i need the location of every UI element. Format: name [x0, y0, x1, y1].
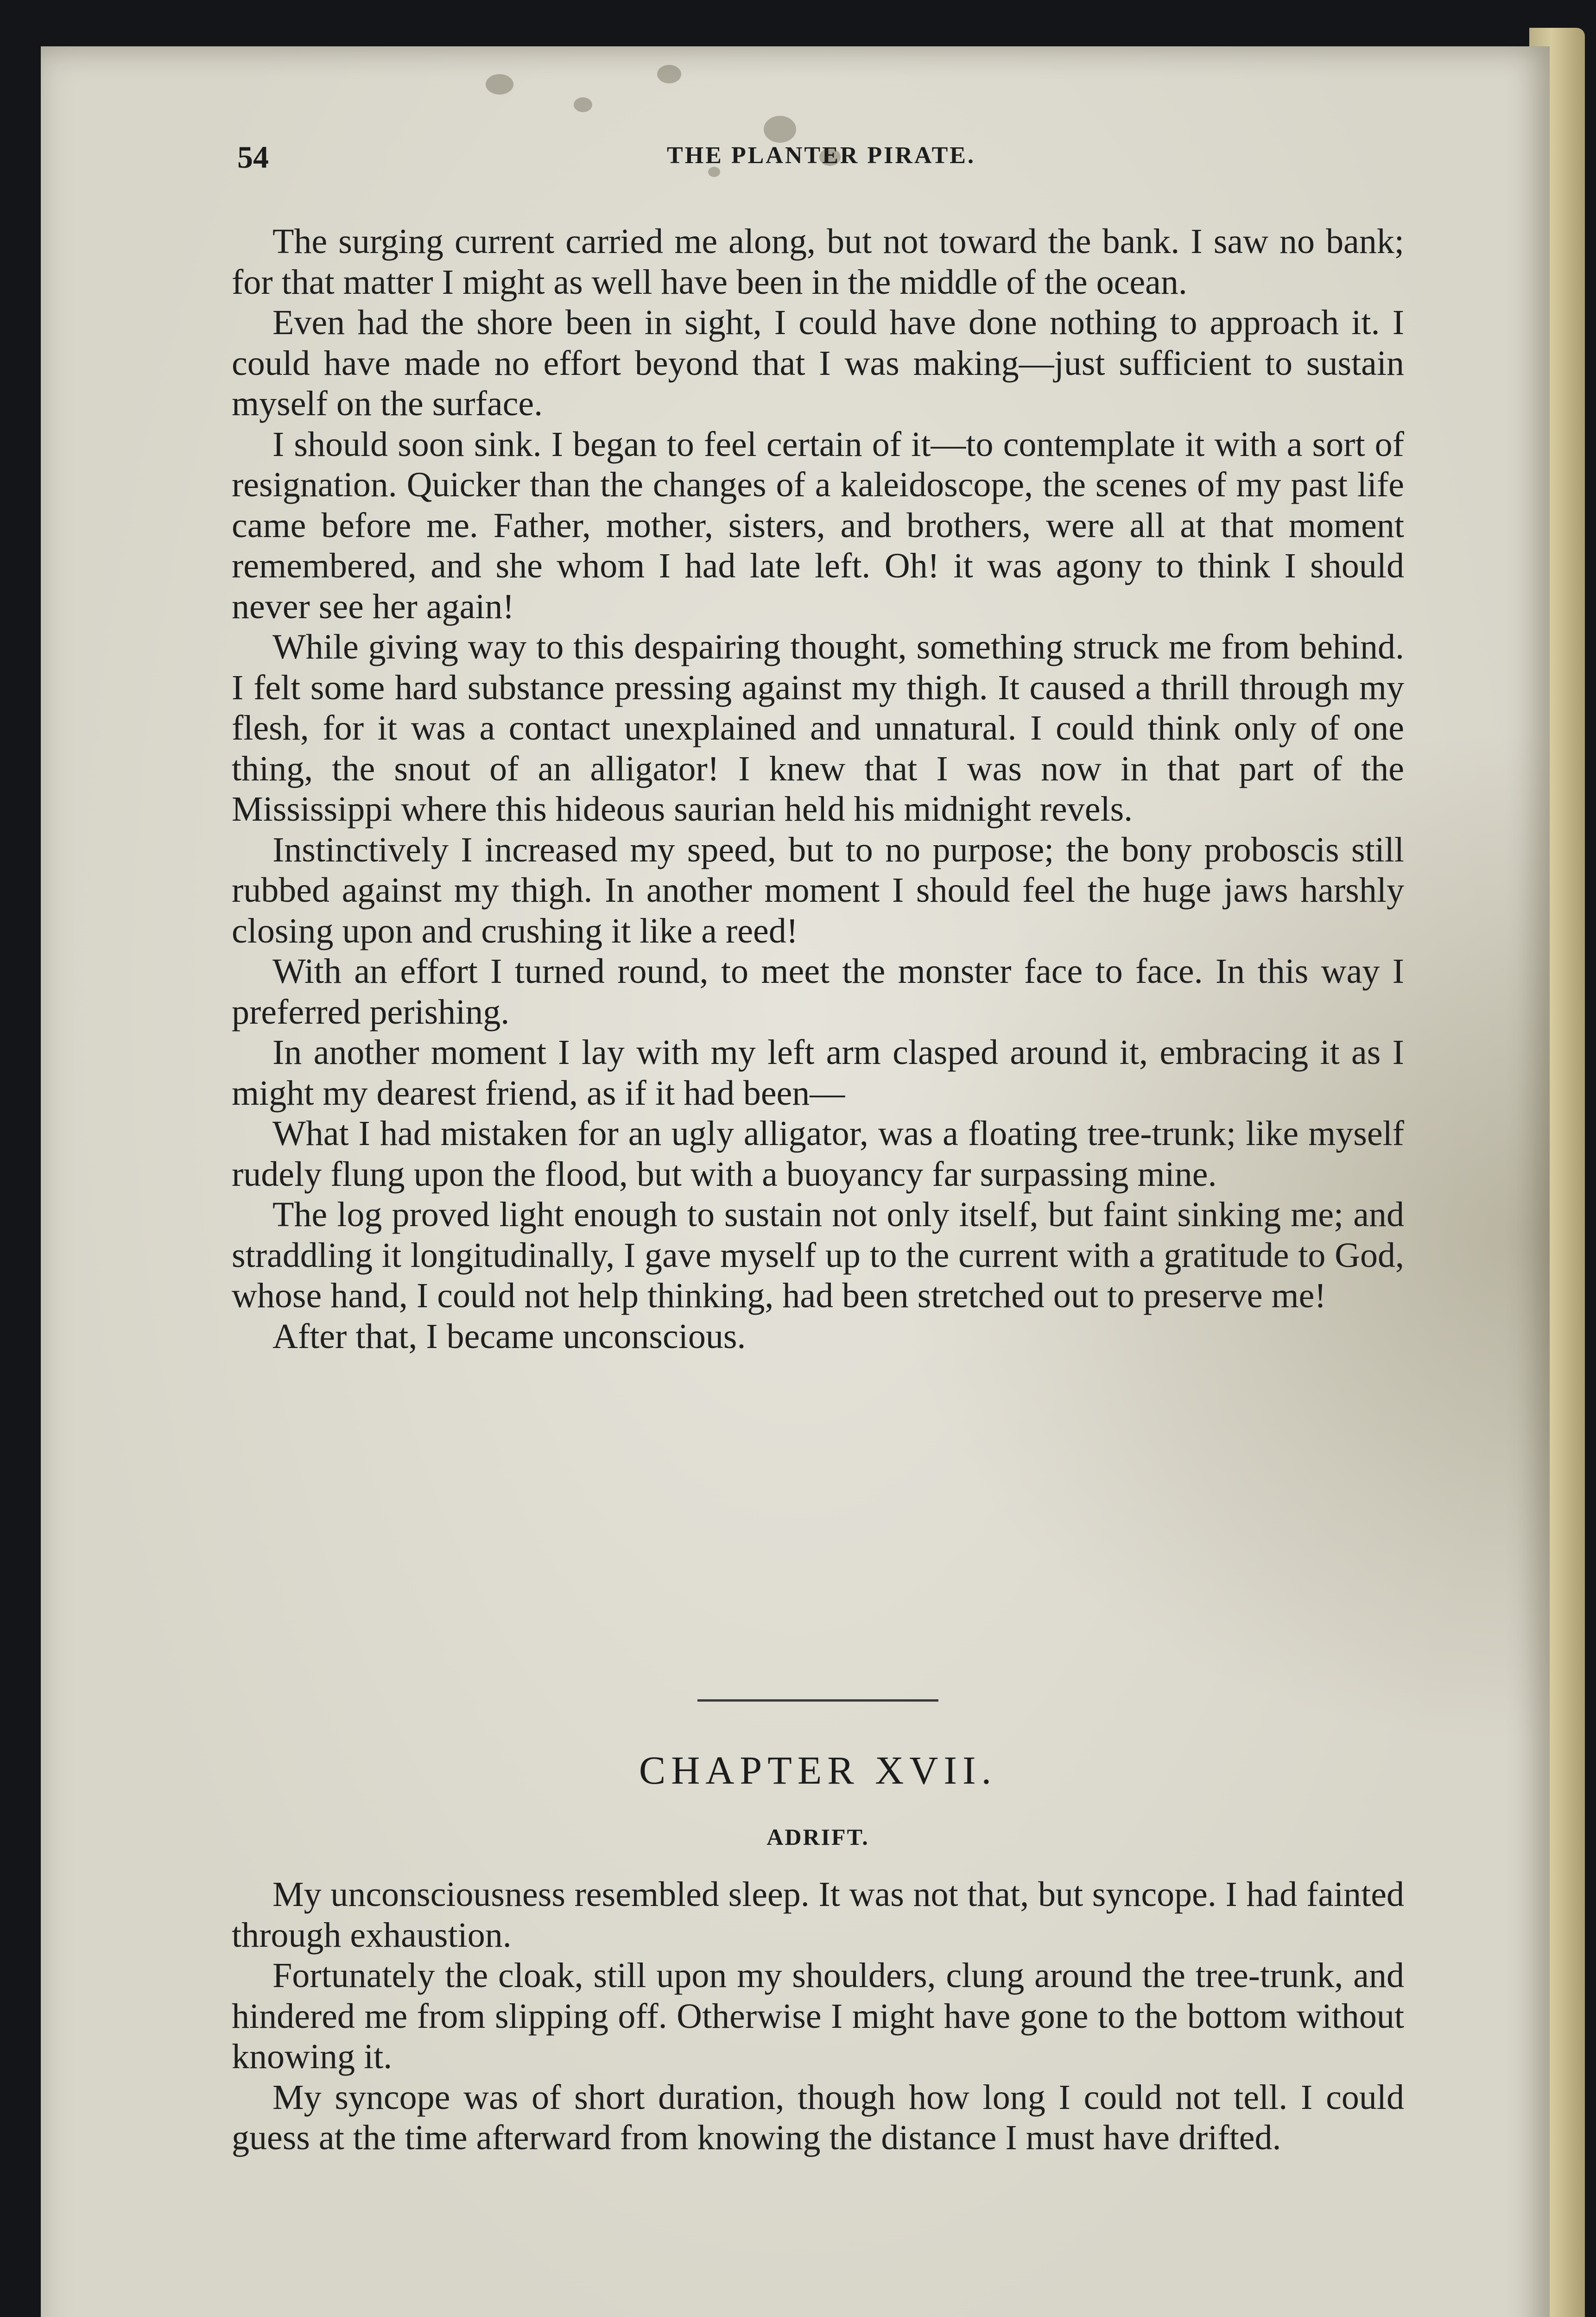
paragraph: After that, I became unconscious. [272, 1317, 746, 1356]
paragraph: The surging current carried me along, but not toward the bank. I saw no bank; for that matter I might as well have been in the middle of the ocean. [232, 222, 1404, 302]
paragraph: Even had the shore been in sight, I could have done nothing to approach it. I could have made no effort beyond that I was making—just sufficient to sustain myself on the surface. [232, 303, 1404, 423]
paragraph: Instinctively I increased my speed, but to no purpose; the bony proboscis still rubbed against my thigh. In another moment I should feel the huge jaws harshly closing upon and crushing it like a reed! [232, 830, 1404, 950]
page-header [237, 139, 1405, 176]
paragraph: With an effort I turned round, to meet the monster face to face. In this way I preferred perishing. [232, 952, 1404, 1032]
paragraph: What I had mistaken for an ugly alligator, was a floating tree-trunk; like myself rudely flung upon the flood, but with a buoyancy far surpassing mine. [232, 1114, 1404, 1194]
ink-stain [657, 65, 681, 83]
paragraph: My syncope was of short duration, though how long I could not tell. I could guess at the time afterward from knowing the distance I must have drifted. [232, 2077, 1404, 2157]
paragraph: While giving way to this despairing thought, something struck me from behind. I felt some hard substance pressing against my thigh. It caused a thrill through my flesh, for it was a contact unexplained and unnatural. I could think only of one thing, the snout of an alligator! I knew that I was now in that part of the Mississippi where this hideous saurian held his midnight revels. [232, 627, 1404, 829]
page-number: 54 [237, 139, 269, 175]
paragraph: In another moment I lay with my left arm clasped around it, embracing it as I might my dearest friend, as if it had been— [232, 1033, 1404, 1113]
chapter-subtitle: ADRIFT. [766, 1824, 869, 1850]
section-divider [697, 1699, 938, 1702]
body-text [232, 222, 1404, 1357]
paragraph: Fortunately the cloak, still upon my shoulders, clung around the tree-trunk, and hindered me from slipping off. Otherwise I might have gone to the bottom without knowing it. [232, 1956, 1404, 2076]
paragraph: The log proved light enough to sustain not only itself, but faint sinking me; and straddling it longitudinally, I gave myself up to the current with a gratitude to God, whose hand, I could not help thinking, had been stretched out to preserve me! [232, 1195, 1404, 1315]
chapter-title: CHAPTER XVII. [639, 1748, 997, 1792]
chapter-text [232, 1874, 1404, 2159]
paragraph: My unconsciousness resembled sleep. It was not that, but syncope. I had fainted through exhaustion. [232, 1875, 1404, 1955]
ink-stain [486, 74, 513, 95]
paragraph: I should soon sink. I began to feel certain of it—to contemplate it with a sort of resignation. Quicker than the changes of a kaleidoscope, the scenes of my past life came before me. Father, mother, sisters, and brothers, were all at that moment remembered, and she whom I had late left. Oh! it was agony to think I should never see her again! [232, 424, 1404, 626]
running-head: THE PLANTER PIRATE. [667, 142, 975, 169]
ink-stain [574, 97, 592, 112]
